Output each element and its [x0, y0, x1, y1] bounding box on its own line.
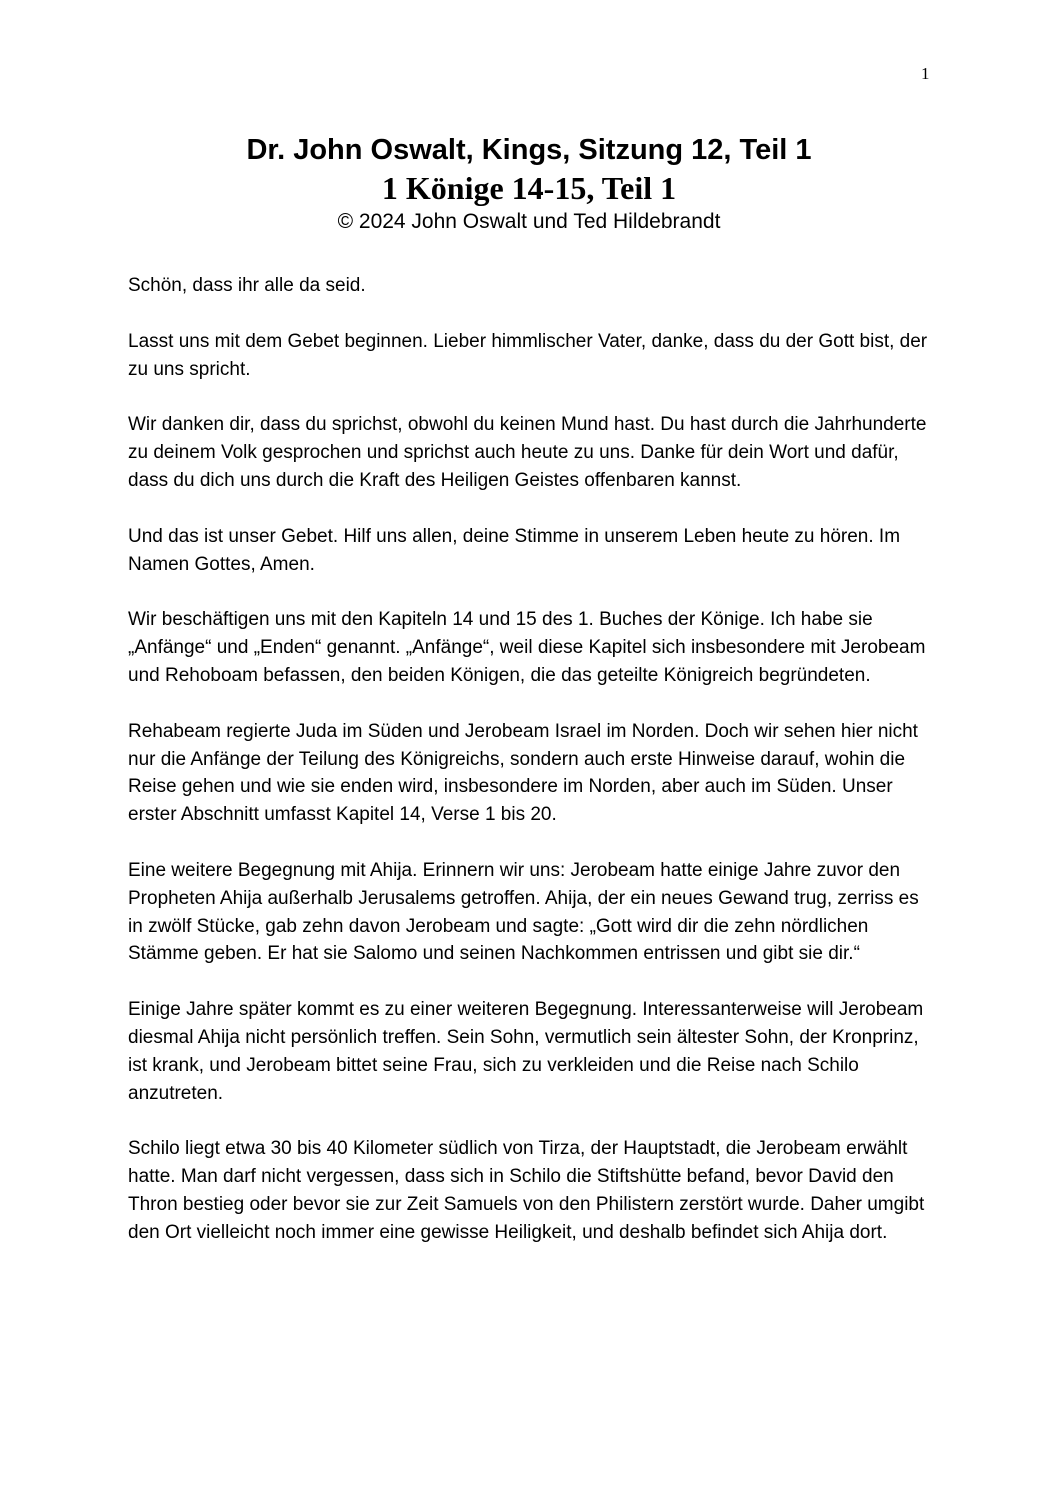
document-subtitle: 1 Könige 14-15, Teil 1 [381, 170, 677, 206]
paragraph: Eine weitere Begegnung mit Ahija. Erinnern wir uns: Jerobeam hatte einige Jahre zuvor den Propheten Ahija außerhalb Jerusalems getroffen. Ahija, der ein neues Gewand trug, zerriss es in zwölf Stücke, gab zehn davon Jerobeam und sagte: „Gott wird dir die zehn nördlichen Stämme geben. Er hat sie Salomo und seinen Nachkommen entrissen und gibt sie dir.“ [128, 859, 919, 965]
page-number: 1 [921, 64, 930, 83]
paragraph: Schilo liegt etwa 30 bis 40 Kilometer südlich von Tirza, der Hauptstadt, die Jerobeam erwählt hatte. Man darf nicht vergessen, dass sich in Schilo die Stiftshütte befand, bevor David den Thron bestieg oder bevor sie zur Zeit Samuels von den Philistern zerstört wurde. Daher umgibt den Ort vielleicht noch immer eine gewisse Heiligkeit, und deshalb befindet sich Ahija dort. [128, 1138, 925, 1243]
paragraph: Rehabeam regierte Juda im Süden und Jerobeam Israel im Norden. Doch wir sehen hier nicht nur die Anfänge der Teilung des Königreichs, sondern auch erste Hinweise darauf, wohin die Reise gehen und wie sie enden wird, insbesondere im Norden, aber auch im Süden. Unser erster Abschnitt umfasst Kapitel 14, Verse 1 bis 20. [128, 720, 918, 826]
paragraph: Einige Jahre später kommt es zu einer weiteren Begegnung. Interessanterweise will Jerobeam diesmal Ahija nicht persönlich treffen. Sein Sohn, vermutlich sein ältester Sohn, der Kronprinz, ist krank, und Jerobeam bittet seine Frau, sich zu verkleiden und die Reise nach Schilo anzutreten. [128, 999, 924, 1104]
paragraph: Lasst uns mit dem Gebet beginnen. Lieber himmlischer Vater, danke, dass du der Gott bist, der zu uns spricht. [128, 330, 928, 380]
document-body [128, 272, 936, 1275]
paragraph: Wir danken dir, dass du sprichst, obwohl du keinen Mund hast. Du hast durch die Jahrhunderte zu deinem Volk gesprochen und sprichst auch heute zu uns. Danke für dein Wort und dafür, dass du dich uns durch die Kraft des Heiligen Geistes offenbaren kannst. [128, 414, 927, 491]
document-title: Dr. John Oswalt, Kings, Sitzung 12, Teil 1 [246, 134, 812, 166]
copyright-line: © 2024 John Oswalt und Ted Hildebrandt [337, 210, 721, 233]
paragraph: Und das ist unser Gebet. Hilf uns allen, deine Stimme in unserem Leben heute zu hören. Im Namen Gottes, Amen. [128, 525, 901, 575]
document-header [0, 132, 1058, 236]
paragraph: Wir beschäftigen uns mit den Kapiteln 14 und 15 des 1. Buches der Könige. Ich habe sie „Anfänge“ und „Enden“ genannt. „Anfänge“, weil diese Kapitel sich insbesondere mit Jerobeam und Rehoboam befassen, den beiden Königen, die das geteilte Königreich begründeten. [128, 609, 926, 686]
paragraph: Schön, dass ihr alle da seid. [128, 275, 366, 296]
